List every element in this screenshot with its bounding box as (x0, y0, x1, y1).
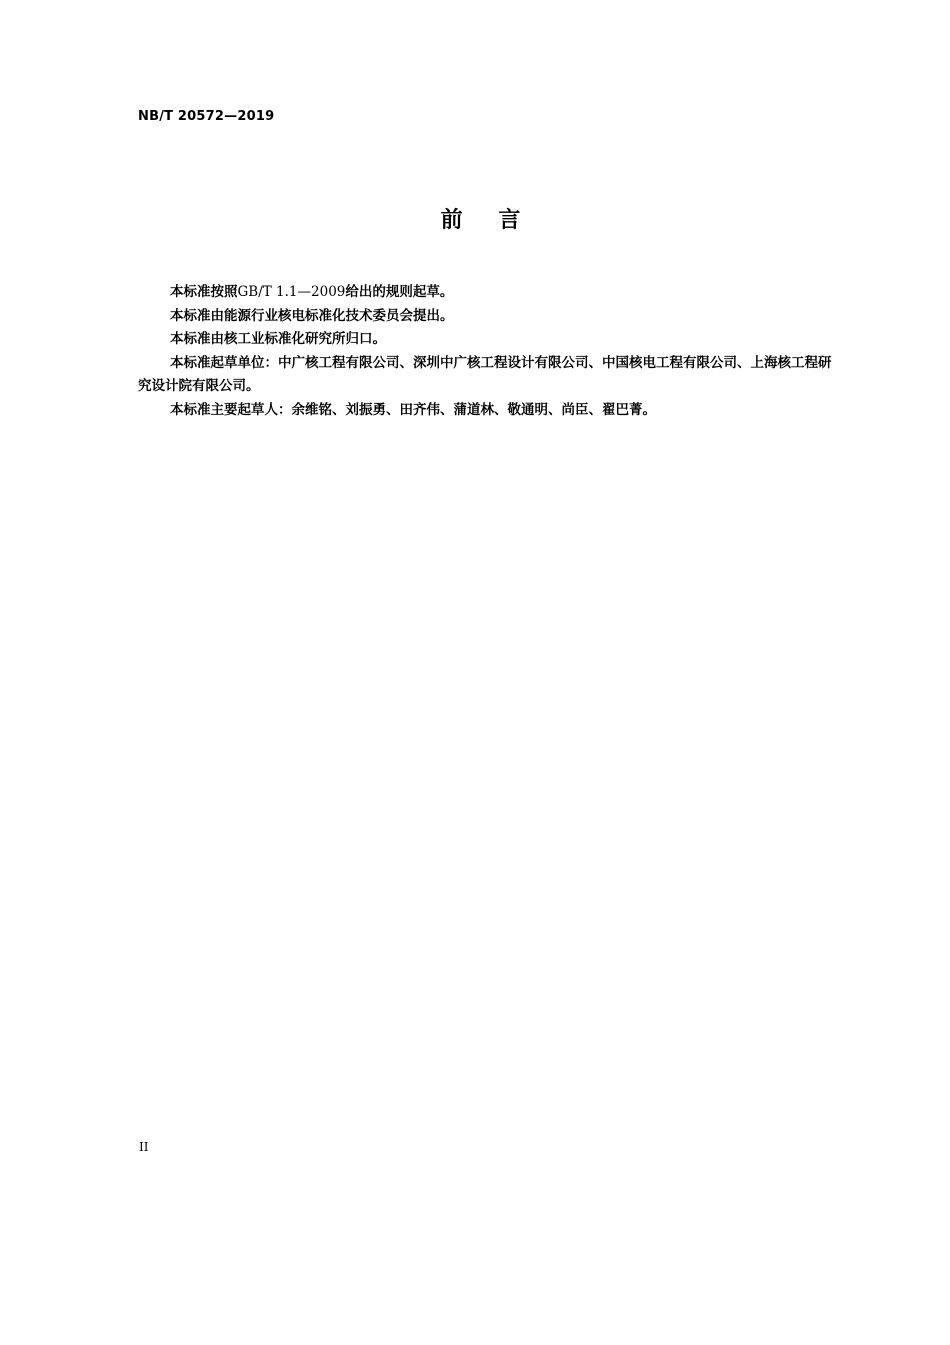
page-title: 前 言 (440, 208, 535, 233)
paragraph-drafting-units: 本标准起草单位：中广核工程有限公司、深圳中广核工程设计有限公司、中国核电工程有限公司、上海核工程研究设计院有限公司。 (138, 354, 832, 394)
paragraph-administrator: 本标准由核工业标准化研究所归口。 (170, 331, 386, 347)
reference-standard: GB/T 1.1—2009 (237, 284, 346, 300)
standard-code: NB/T 20572—2019 (138, 109, 275, 124)
foreword-body (138, 281, 838, 422)
paragraph-drafters: 本标准主要起草人：余维铭、刘振勇、田齐伟、蒲道林、敬通明、尚臣、翟巴菁。 (170, 401, 656, 418)
paragraph-drafting-rules (138, 281, 838, 305)
paragraph-proposer: 本标准由能源行业核电标准化技术委员会提出。 (170, 307, 454, 324)
paragraph-text: 给出的规则起草。 (345, 284, 454, 300)
paragraph-text: 本标准按照 (170, 284, 238, 300)
page-number: II (139, 1140, 149, 1154)
